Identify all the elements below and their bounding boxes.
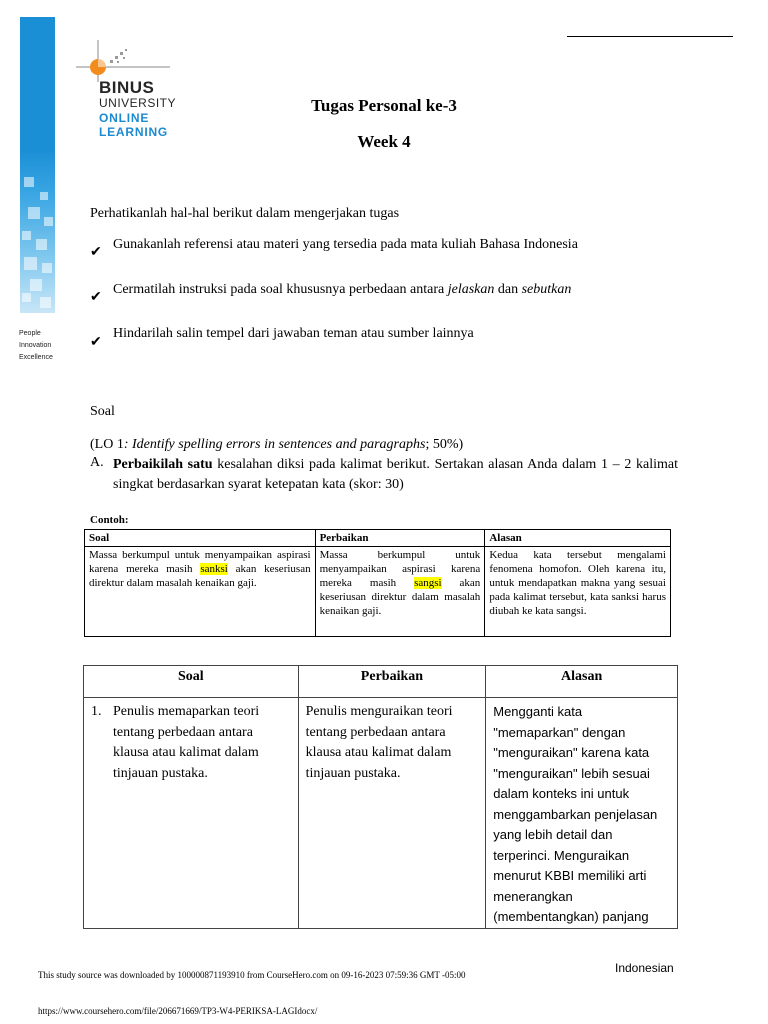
- table-row: [84, 698, 678, 929]
- col-header-alasan: Alasan: [485, 530, 671, 547]
- example-perbaikan-cell: Massa berkumpul untuk menyampaikan aspirasi karena mereka masih sangsi akan keseriusan direktur dalam masalah kenaikan gaji.: [315, 547, 485, 637]
- tagline-innovation: Innovation: [19, 342, 52, 349]
- logo-binus: BINUS: [99, 78, 155, 97]
- answer-soal-text: Penulis memaparkan teori tentang perbedaan antara klausa atau kalimat dalam tinjauan pustaka.: [113, 704, 260, 781]
- instruction-item: Gunakanlah referensi atau materi yang tersedia pada mata kuliah Bahasa Indonesia: [113, 237, 578, 252]
- tagline-people: People: [19, 330, 41, 337]
- instruction-item: Hindarilah salin tempel dari jawaban teman atau sumber lainnya: [113, 326, 474, 341]
- col-header-perbaikan: Perbaikan: [315, 530, 485, 547]
- col-header-soal: Soal: [84, 666, 299, 698]
- table-header-row: [85, 530, 671, 547]
- example-table: [84, 529, 671, 637]
- question-marker: A.: [90, 455, 104, 470]
- row-number: 1.: [91, 704, 102, 719]
- logo-emblem-icon: [72, 38, 172, 82]
- page-week: Week 4: [357, 132, 411, 151]
- instruction-item: Cermatilah instruksi pada soal khususnya perbedaan antara jelaskan dan sebutkan: [113, 282, 572, 297]
- answer-alasan-cell: Mengganti kata "memaparkan" dengan "menguraikan" karena kata "menguraikan" lebih sesuai dalam konteks ini untuk menggambarkan penjelasan yang lebih detail dan terperinci. Menguraikan menurut KBBI memiliki arti menerangkan (membentangkan) panjang: [486, 698, 678, 929]
- check-icon: ✔: [90, 335, 102, 350]
- logo-online: ONLINE: [99, 111, 150, 125]
- binus-logo: [72, 38, 182, 142]
- tagline: [19, 328, 53, 364]
- col-header-soal: Soal: [85, 530, 316, 547]
- soal-heading: Soal: [90, 404, 115, 419]
- instructions-intro: Perhatikanlah hal-hal berikut dalam mengerjakan tugas: [90, 206, 400, 221]
- decorative-strip: [20, 17, 55, 313]
- col-header-alasan: Alasan: [486, 666, 678, 698]
- highlighted-word: sanksi: [200, 563, 228, 575]
- answer-perbaikan-cell: Penulis menguraikan teori tentang perbedaan antara klausa atau kalimat dalam tinjauan pustaka.: [298, 698, 486, 929]
- example-soal-cell: Massa berkumpul untuk menyampaikan aspirasi karena mereka masih sanksi akan keseriusan direktur dalam masalah kenaikan gaji.: [85, 547, 316, 637]
- example-alasan-cell: Kedua kata tersebut mengalami fenomena homofon. Oleh karena itu, untuk mendapatkan makna yang sesuai pada kalimat tersebut, kata sanksi harus diubah ke kata sangsi.: [485, 547, 671, 637]
- check-icon: ✔: [90, 245, 102, 260]
- col-header-perbaikan: Perbaikan: [298, 666, 486, 698]
- example-label: Contoh:: [90, 514, 129, 526]
- highlighted-word: sangsi: [414, 577, 442, 589]
- tagline-excellence: Excellence: [19, 354, 53, 361]
- page-title: Tugas Personal ke-3: [311, 96, 457, 115]
- source-url[interactable]: https://www.coursehero.com/file/206671669/TP3-W4-PERIKSA-LAGIdocx/: [38, 1006, 318, 1016]
- header-rule: [567, 36, 733, 37]
- download-notice: This study source was downloaded by 100000871193910 from CourseHero.com on 09-16-2023 07:59:36 GMT -05:00: [38, 970, 466, 980]
- table-row: [85, 547, 671, 637]
- answer-table: [83, 665, 678, 929]
- check-icon: ✔: [90, 290, 102, 305]
- learning-outcome: (LO 1: Identify spelling errors in sentences and paragraphs; 50%): [90, 437, 464, 452]
- table-header-row: [84, 666, 678, 698]
- language-label: Indonesian: [615, 961, 674, 975]
- question-text: Perbaikilah satu kesalahan diksi pada kalimat berikut. Sertakan alasan Anda dalam 1 – 2 kalimat singkat berdasarkan syarat ketepatan kata (skor: 30): [113, 457, 678, 492]
- logo-learning: LEARNING: [99, 125, 169, 139]
- answer-soal-cell: [84, 698, 299, 929]
- logo-university: UNIVERSITY: [99, 96, 177, 110]
